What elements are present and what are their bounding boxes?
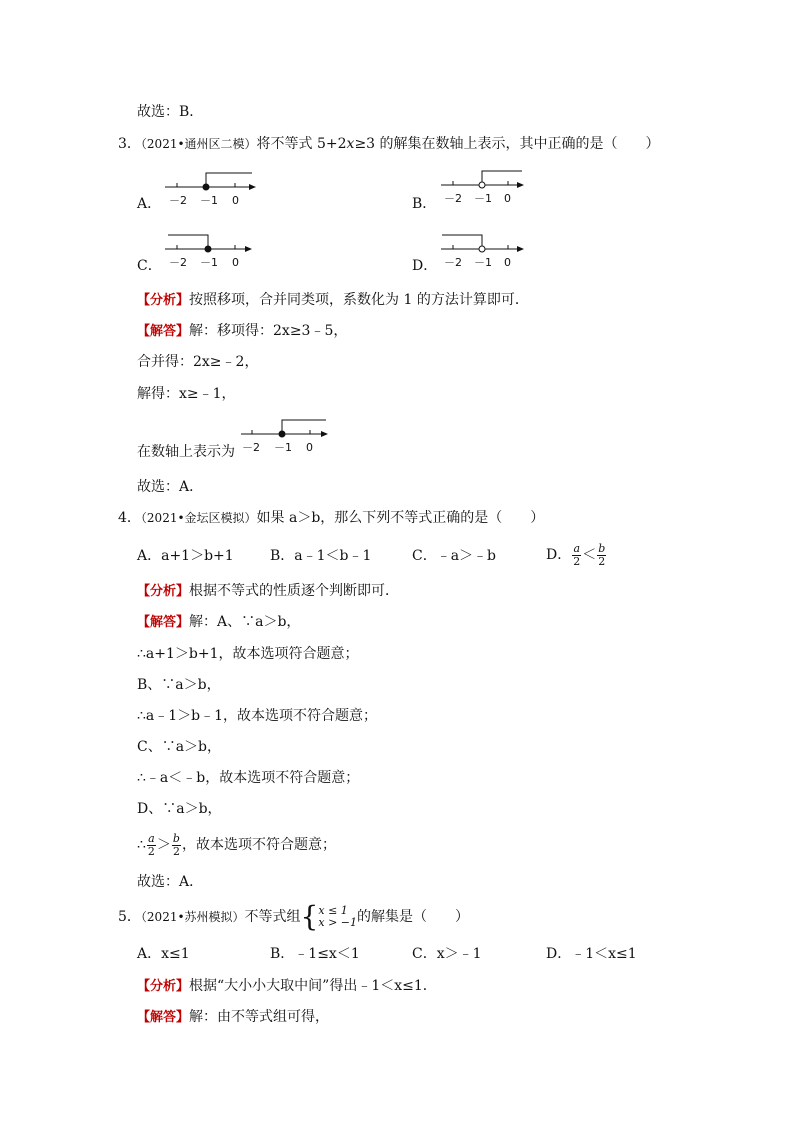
answer-tag: 【解答】: [137, 1010, 190, 1025]
q3-answer-step4: 在数轴上表示为: [137, 444, 235, 460]
tick-label: －2: [444, 192, 462, 205]
q4-answer-s1: [137, 613, 300, 632]
tick-label: 0: [504, 256, 511, 269]
greater-than-sign: ＞: [156, 837, 171, 853]
system-line-2: x > −1: [318, 916, 358, 929]
q3-conclusion: 故选：A．: [137, 479, 204, 495]
axis-arrow: [249, 184, 256, 190]
q4-conclusion: 故选：A．: [137, 874, 204, 890]
q3-answer-step1: [137, 322, 347, 341]
q4-number: 4．: [118, 510, 141, 526]
fraction-a-over-2: [572, 543, 581, 568]
numerator: b: [598, 541, 606, 555]
filled-dot: [205, 246, 211, 252]
numerator: a: [573, 541, 581, 555]
fraction-a-over-2: [147, 833, 156, 858]
q3-option-b-numberline: [436, 166, 536, 208]
filled-dot: [279, 431, 285, 437]
answer-text: 解：移项得：2x≥3﹣5，: [189, 323, 348, 339]
q4-answer-s6: ∴﹣a＜﹣b，故本选项不符合题意；: [137, 770, 360, 786]
fraction-b-over-2: [597, 543, 606, 568]
q3-analysis: [137, 291, 529, 310]
answer-text: 解：A、∵a＞b，: [189, 614, 301, 630]
analysis-text: 按照移项，合并同类项，系数化为 1 的方法计算即可．: [189, 292, 529, 308]
q2-conclusion: 故选：B．: [137, 104, 204, 120]
axis-arrow: [245, 246, 252, 252]
q3-option-d-numberline: [436, 230, 536, 272]
analysis-text: 根据“大小小大取中间”得出﹣1＜x≤1．: [189, 978, 437, 994]
numerator: a: [148, 831, 155, 845]
axis-arrow: [517, 246, 524, 252]
q4-answer-s7: D、∵a＞b，: [137, 801, 222, 817]
axis-arrow: [517, 182, 524, 188]
denominator: 2: [147, 844, 155, 858]
tick-label: －1: [200, 194, 218, 207]
less-than-sign: ＜: [582, 547, 597, 563]
q5-option-b: B．﹣1≤x＜1: [270, 946, 360, 962]
q3-source: （2021•通州区二模）: [140, 137, 257, 151]
q4-answer-s4: ∴a﹣1＞b﹣1，故本选项不符合题意；: [137, 708, 378, 724]
q3-option-c-numberline: [160, 230, 260, 272]
tick-label: －1: [474, 256, 492, 269]
filled-dot: [203, 184, 209, 190]
system-line-1: x ≤ 1: [318, 904, 348, 917]
answer-text: 解：由不等式组可得，: [189, 1009, 330, 1025]
tick-label: －2: [242, 441, 260, 454]
answer-text: ，故本选项不符合题意；: [181, 837, 336, 853]
solution-ray: [282, 420, 326, 434]
tick-label: 0: [504, 192, 511, 205]
tick-label: －1: [474, 192, 492, 205]
q3-option-c-label: C．: [137, 258, 162, 274]
answer-tag: 【解答】: [137, 324, 190, 339]
tick-label: 0: [232, 256, 239, 269]
analysis-tag: 【分析】: [137, 584, 190, 599]
q5-source: （2021•苏州模拟）: [140, 910, 245, 924]
q3-answer-step3: 解得：x≥﹣1，: [137, 386, 236, 402]
q4-analysis: [137, 582, 399, 601]
q3-number: 3．: [118, 136, 141, 152]
q4-option-c: C．﹣a＞﹣b: [412, 548, 497, 564]
q4-answer-s2: ∴a+1＞b+1，故本选项符合题意；: [137, 646, 359, 662]
q4-option-a: A．a+1＞b+1: [137, 548, 234, 564]
q3-option-a-label: A．: [137, 196, 162, 212]
open-dot: [479, 246, 485, 252]
q5-stem-b: 的解集是（ ）: [357, 909, 470, 925]
answer-tag: 【解答】: [137, 615, 190, 630]
q3-answer-numberline: [236, 414, 336, 456]
q4-answer-s8: [137, 830, 336, 860]
tick-label: －2: [444, 256, 462, 269]
q5-stem-a: 不等式组: [244, 909, 301, 925]
denominator: 2: [172, 844, 180, 858]
tick-label: －1: [200, 256, 218, 269]
tick-label: －1: [274, 441, 292, 454]
inequality-system: [318, 905, 357, 929]
solution-ray: [168, 235, 208, 249]
q3-stem-b: ≥3 的解集在数轴上表示，其中正确的是（ ）: [354, 136, 660, 152]
q5-analysis: [137, 977, 437, 996]
solution-ray: [482, 171, 522, 182]
denominator: 2: [573, 554, 581, 568]
solution-ray: [442, 235, 482, 246]
analysis-tag: 【分析】: [137, 293, 190, 308]
numerator: b: [172, 831, 180, 845]
q5-option-a: A．x≤1: [137, 946, 190, 962]
axis-arrow: [321, 431, 328, 437]
q4-stem: [118, 509, 544, 527]
fraction-b-over-2: [172, 833, 181, 858]
denominator: 2: [598, 554, 606, 568]
left-brace: {: [300, 900, 319, 933]
q4-answer-s3: B、∵a＞b，: [137, 677, 221, 693]
tick-label: 0: [232, 194, 239, 207]
q3-stem: [118, 135, 660, 153]
q5-option-d: D．﹣1＜x≤1: [546, 946, 637, 962]
tick-label: －2: [169, 194, 187, 207]
analysis-text: 根据不等式的性质逐个判断即可．: [189, 583, 400, 599]
q3-option-a-numberline: [160, 168, 260, 210]
q4-option-d: [546, 540, 607, 570]
q3-stem-a: 将不等式 5+2: [256, 136, 347, 152]
analysis-tag: 【分析】: [137, 979, 190, 994]
q4-option-b: B．a﹣1＜b﹣1: [270, 548, 372, 564]
q3-option-b-label: B．: [412, 196, 437, 212]
q5-stem: [118, 902, 469, 932]
q5-option-c: C．x＞﹣1: [412, 946, 482, 962]
q3-option-d-label: D．: [412, 258, 438, 274]
open-dot: [479, 182, 485, 188]
solution-ray: [206, 173, 252, 187]
therefore-sign: ∴: [137, 837, 146, 853]
q3-stem-var: x: [346, 136, 355, 152]
tick-label: －2: [169, 256, 187, 269]
q4-answer-s5: C、∵a＞b，: [137, 739, 222, 755]
q5-number: 5．: [118, 909, 141, 925]
q3-answer-step2: 合并得：2x≥﹣2，: [137, 354, 259, 370]
q5-answer-s1: [137, 1008, 329, 1027]
tick-label: 0: [306, 441, 313, 454]
q4-source: （2021•金坛区模拟）: [140, 511, 257, 525]
q4-stem-text: 如果 a＞b，那么下列不等式正确的是（ ）: [256, 510, 545, 526]
option-d-label: D．: [546, 547, 572, 563]
